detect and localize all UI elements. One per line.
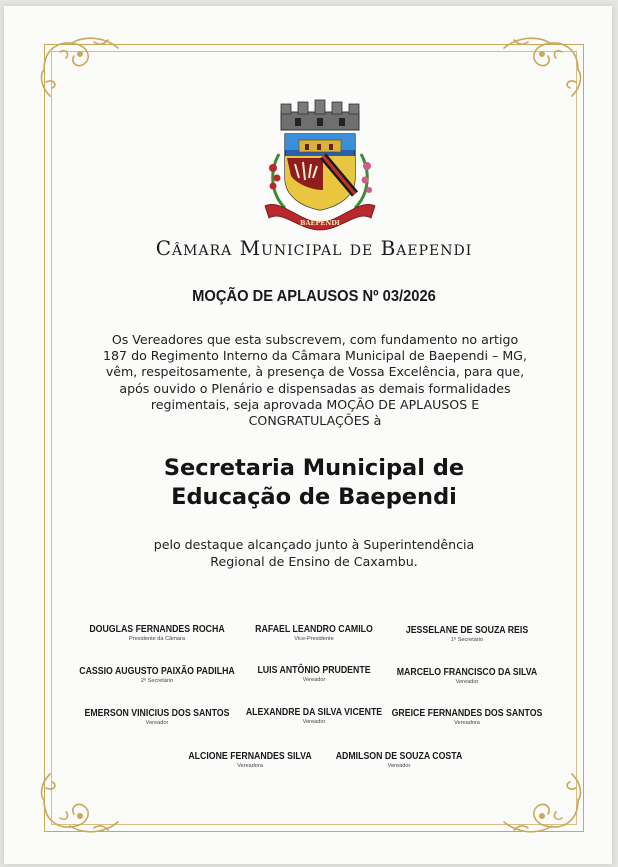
signer-name: ALCIONE FERNANDES SILVA	[188, 751, 312, 762]
honoree-name	[64, 454, 564, 512]
mural-crown-icon	[281, 100, 359, 130]
motion-reason	[104, 536, 524, 570]
signer-name: CASSIO AUGUSTO PAIXÃO PADILHA	[79, 666, 235, 677]
motion-body	[76, 332, 554, 429]
signer-role: Vereador	[387, 763, 411, 769]
motion-title: MOÇÃO DE APLAUSOS Nº 03/2026	[192, 288, 436, 305]
reason-line: Regional de Ensino de Caxambu.	[210, 554, 418, 569]
crest-banner-text: BAEPENDI	[300, 219, 340, 227]
signer-name: ALEXANDRE DA SILVA VICENTE	[245, 707, 383, 718]
body-line: vêm, respeitosamente, à presença de Vossa Excelência, para que,	[105, 364, 525, 380]
certificate-page	[4, 6, 612, 864]
signer-role: 1º Secretário	[450, 637, 484, 643]
honoree-line: Educação de Baependi	[171, 484, 457, 510]
signer-role: Vereador	[455, 679, 479, 685]
body-line: após ouvido o Plenário e dispensadas as demais formalidades	[119, 380, 511, 396]
signer-name: RAFAEL LEANDRO CAMILO	[255, 624, 373, 635]
corner-flourish-bottom-right	[496, 760, 592, 840]
chamber-title: Câmara Municipal de Baependi	[155, 236, 473, 260]
body-line: Os Vereadores que esta subscrevem, com fundamento no artigo	[111, 332, 519, 347]
signer-role: Vereador	[145, 720, 169, 726]
signature-block	[372, 667, 562, 685]
signature-block	[372, 708, 562, 726]
shield-icon	[285, 134, 355, 210]
body-line: CONGRATULAÇÕES à	[248, 413, 382, 429]
signer-role: 2º Secretário	[140, 678, 174, 684]
signer-name: DOUGLAS FERNANDES ROCHA	[89, 624, 225, 635]
signer-name: ADMILSON DE SOUZA COSTA	[335, 751, 463, 762]
signer-name: MARCELO FRANCISCO DA SILVA	[396, 667, 538, 678]
signer-role: Vereadora	[454, 720, 480, 726]
signer-name: EMERSON VINICIUS DOS SANTOS	[84, 708, 230, 719]
signer-role: Vice-Presidente	[294, 636, 334, 642]
signer-name: LUIS ANTÔNIO PRUDENTE	[257, 665, 371, 676]
signer-name: JESSELANE DE SOUZA REIS	[405, 625, 529, 636]
corner-flourish-bottom-left	[30, 760, 126, 840]
corner-flourish-top-left	[30, 30, 126, 110]
signer-role: Vereador	[302, 677, 326, 683]
signer-name: GREICE FERNANDES DOS SANTOS	[391, 708, 543, 719]
reason-line: pelo destaque alcançado junto à Superintendência	[153, 537, 475, 552]
body-line: regimentais, seja aprovada MOÇÃO DE APLAUSOS E	[150, 396, 480, 412]
signer-role: Vereador	[302, 719, 326, 725]
municipal-coat-of-arms	[251, 98, 389, 236]
signature-block	[304, 751, 494, 769]
body-line: 187 do Regimento Interno da Câmara Municipal de Baependi – MG,	[103, 348, 527, 364]
signer-role: Presidente da Câmara	[129, 636, 185, 642]
corner-flourish-top-right	[496, 30, 592, 110]
signer-role: Vereadora	[237, 763, 263, 769]
honoree-line: Secretaria Municipal de	[163, 455, 465, 481]
signature-block	[372, 625, 562, 643]
